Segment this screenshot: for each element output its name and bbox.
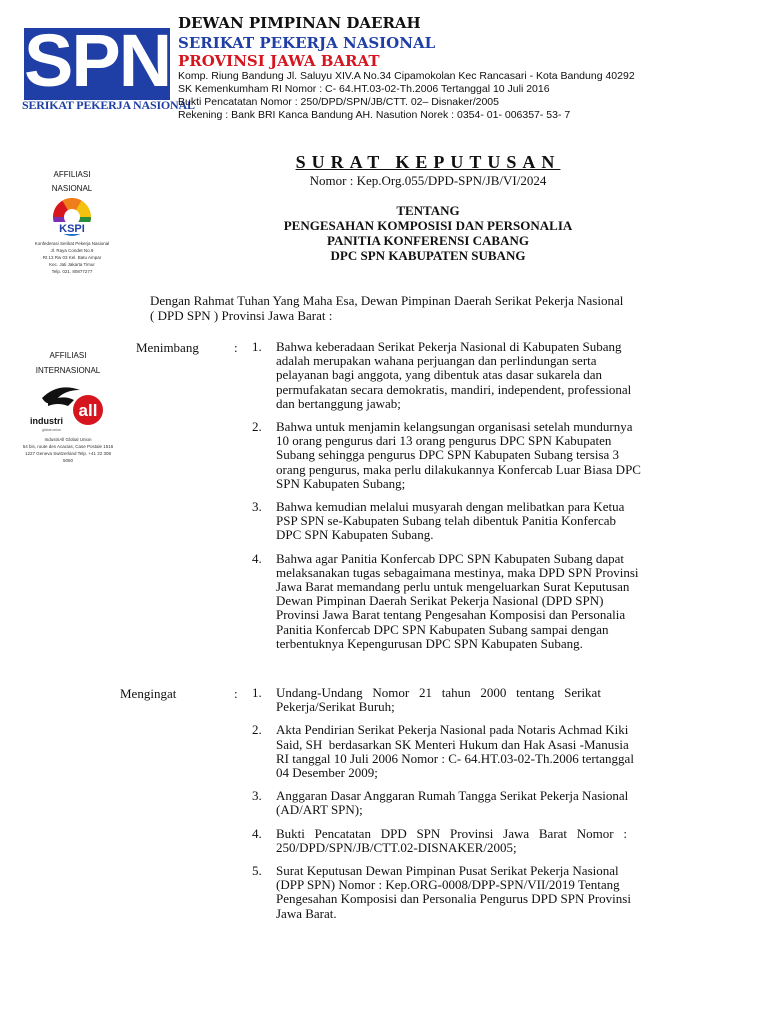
industriall-address-line: 1227 Geneva Switzerland Telp. +41 22 308 5050 — [24, 451, 112, 463]
decree-title: SURAT KEPUTUSAN — [295, 152, 561, 172]
list-item-line: Anggaran Dasar Anggaran Rumah Tangga Serikat Pekerja Nasional — [276, 788, 629, 804]
mengingat-list — [252, 686, 696, 930]
list-item-line: Surat Keputusan Dewan Pimpinan Pusat Serikat Pekerja Nasional — [276, 863, 619, 879]
kspi-address-line: Kec. Jati Jakarta Timur — [49, 262, 95, 267]
list-item-text — [276, 864, 696, 921]
decree-registration-line: SK Kemenkumham RI Nomor : C- 64.HT.03-02-Th.2006 Tertanggal 10 Juli 2016 — [178, 83, 550, 95]
address-line: Komp. Riung Bandung Jl. Saluyu XIV.A No.34 Cipamokolan Kec Rancasari - Kota Bandung 40292 — [178, 70, 635, 82]
kspi-address-line: Rt 13 Rw 03 Kel. Batu Ampar — [42, 255, 102, 260]
list-item-line: Panitia Konfercab DPC SPN Kabupaten Subang sampai dengan — [276, 621, 609, 637]
kspi-address-line: Jl. Raya Condet No.9 — [50, 248, 94, 253]
kspi-address-line: Konfederasi Serikat Pekerja Nasional — [34, 241, 110, 246]
org-union-name: SERIKAT PEKERJA NASIONAL — [178, 34, 436, 52]
list-item-line: pelayanan bagi anggota, yang dibentuk atas dasar sukarela dan — [276, 367, 602, 383]
list-item-number: 4. — [252, 825, 262, 841]
list-item-line: permufakatan secara demokratis, mandiri, independent, professional — [276, 381, 632, 397]
list-item-text — [276, 420, 696, 491]
spn-logo: SPN — [24, 19, 171, 102]
list-item — [252, 686, 696, 714]
list-item-line: Pengesahan Komposisi dan Personalia Pengurus DPD SPN Provinsi — [276, 891, 631, 907]
national-affiliation-label-1: AFFILIASI — [53, 170, 91, 179]
list-item-line: Pekerja/Serikat Buruh; — [276, 699, 395, 715]
list-item-line: Undang-Undang Nomor 21 tahun 2000 tentang Serikat — [276, 685, 601, 700]
menimbang-list — [252, 340, 696, 660]
list-item-text — [276, 340, 696, 411]
decree-about: TENTANG — [396, 203, 460, 218]
mengingat-label: Mengingat — [120, 686, 177, 701]
list-item-number: 4. — [252, 550, 262, 566]
list-item-line: Provinsi Jawa Barat tentang Pengesahan Komposisi dan Personalia — [276, 607, 626, 623]
list-item-text — [276, 686, 696, 714]
org-province: PROVINSI JAWA BARAT — [178, 52, 380, 70]
svg-text:all: all — [78, 401, 98, 420]
national-affiliation-label-2: NASIONAL — [51, 184, 93, 193]
list-item-line: DPC SPN Kabupaten Subang. — [276, 527, 434, 543]
list-item-line: Jawa Barat memandang perlu untuk mengeluarkan Surat Keputusan — [276, 579, 630, 595]
industriall-address-line: IndustriAll Global Union — [44, 437, 92, 442]
list-item-line: Jawa Barat. — [276, 905, 337, 921]
menimbang-colon: : — [234, 340, 238, 355]
list-item-line: orang pengurus, maka perlu dilakukannya Konfercab Luar Biasa DPC — [276, 461, 641, 477]
decree-number: Nomor : Kep.Org.055/DPD-SPN/JB/VI/2024 — [309, 173, 547, 188]
list-item-line: Bahwa untuk menjamin kelangsungan organisasi setelah mundurnya — [276, 419, 633, 435]
list-item-line: adalah merupakan wahana perjuangan dan perlindungan serta — [276, 353, 597, 369]
decree-subject-line: PANITIA KONFERENSI CABANG — [326, 233, 529, 248]
svg-text:industri: industri — [30, 416, 63, 426]
industriall-address-line: 54 bis, route des Acacias, Case Postale 1516 — [22, 444, 114, 449]
list-item-line: Bahwa kemudian melalui musyarah dengan melibatkan para Ketua — [276, 499, 625, 515]
preamble-line: Dengan Rahmat Tuhan Yang Maha Esa, Dewan Pimpinan Daerah Serikat Pekerja Nasional — [150, 293, 624, 308]
list-item-line: terbentuknya Kepengurusan DPC SPN Kabupaten Subang. — [276, 635, 583, 651]
decree-subject-line: DPC SPN KABUPATEN SUBANG — [330, 248, 526, 263]
list-item-line: SPN Kabupaten Subang; — [276, 475, 406, 491]
list-item-text — [276, 827, 696, 855]
list-item-line: 10 orang pengurus dari 13 orang pengurus DPC SPN Kabupaten — [276, 433, 612, 449]
list-item-line: 250/DPD/SPN/JB/CTT.02-DISNAKER/2005; — [276, 839, 517, 855]
list-item-line: dan bertanggung jawab; — [276, 395, 401, 411]
list-item-number: 2. — [252, 419, 262, 435]
list-item-line: Dewan Pimpinan Daerah Serikat Pekerja Nasional (DPD SPN) — [276, 593, 604, 609]
list-item-line: RI tanggal 10 Juli 2006 Nomor : C- 64.HT.03-02-Th.2006 tertanggal — [276, 750, 634, 766]
list-item-text — [276, 723, 696, 780]
industriall-logo-icon — [28, 380, 108, 436]
list-item — [252, 552, 696, 651]
svg-text:global union: global union — [42, 428, 61, 432]
list-item-number: 1. — [252, 339, 262, 354]
industriall-address — [20, 436, 116, 464]
list-item-line: Subang sehingga pengurus DPC SPN Kabupaten Subang tersisa 3 — [276, 447, 620, 463]
decree-subject-line: PENGESAHAN KOMPOSISI DAN PERSONALIA — [283, 218, 573, 233]
kspi-logo-icon — [32, 196, 112, 240]
preamble-line: ( DPD SPN ) Provinsi Jawa Barat : — [150, 308, 333, 323]
list-item-number: 3. — [252, 788, 262, 804]
list-item — [252, 864, 696, 921]
list-item-line: Said, SH berdasarkan SK Menteri Hukum dan Hak Asasi -Manusia — [276, 736, 629, 752]
list-item — [252, 500, 696, 543]
list-item-number: 2. — [252, 722, 262, 738]
list-item — [252, 827, 696, 855]
international-affiliation-label-2: INTERNASIONAL — [35, 366, 101, 375]
menimbang-label: Menimbang — [136, 340, 199, 355]
mengingat-colon: : — [234, 686, 238, 701]
list-item-text — [276, 789, 696, 817]
international-affiliation-label-1: AFFILIASI — [49, 351, 87, 360]
kspi-address — [28, 240, 116, 275]
org-title: DEWAN PIMPINAN DAERAH — [178, 14, 421, 32]
registration-proof-line: Bukti Pencatatan Nomor : 250/DPD/SPN/JB/CTT. 02– Disnaker/2005 — [178, 96, 499, 108]
list-item-line: PSP SPN se-Kabupaten Subang telah dibentuk Panitia Konfercab — [276, 513, 616, 529]
list-item-line: Bahwa keberadaan Serikat Pekerja Nasional di Kabupaten Subang — [276, 339, 622, 354]
list-item — [252, 420, 696, 491]
list-item-number: 1. — [252, 685, 262, 700]
svg-text:KSPI: KSPI — [59, 223, 85, 235]
bank-account-line: Rekening : Bank BRI Kanca Bandung AH. Nasution Norek : 0354- 01- 006357- 53- 7 — [178, 109, 571, 121]
list-item-line: (AD/ART SPN); — [276, 802, 363, 818]
list-item-line: Bukti Pencatatan DPD SPN Provinsi Jawa Barat Nomor : — [276, 825, 627, 841]
list-item — [252, 340, 696, 411]
list-item — [252, 789, 696, 817]
spn-logo-caption: SERIKAT PEKERJA NASIONAL — [22, 98, 195, 112]
list-item-line: melaksanakan tugas sebagaimana mestinya, maka DPD SPN Provinsi — [276, 564, 639, 580]
list-item-text — [276, 552, 696, 651]
list-item — [252, 723, 696, 780]
kspi-address-line: Telp. 021. 80877277 — [51, 269, 93, 274]
list-item-text — [276, 500, 696, 543]
list-item-number: 3. — [252, 499, 262, 515]
list-item-line: (DPP SPN) Nomor : Kep.ORG-0008/DPP-SPN/VII/2019 Tentang — [276, 877, 620, 893]
list-item-line: Akta Pendirian Serikat Pekerja Nasional pada Notaris Achmad Kiki — [276, 722, 629, 738]
list-item-number: 5. — [252, 863, 262, 879]
list-item-line: Bahwa agar Panitia Konfercab DPC SPN Kabupaten Subang dapat — [276, 550, 625, 566]
list-item-line: 04 Desember 2009; — [276, 765, 378, 781]
